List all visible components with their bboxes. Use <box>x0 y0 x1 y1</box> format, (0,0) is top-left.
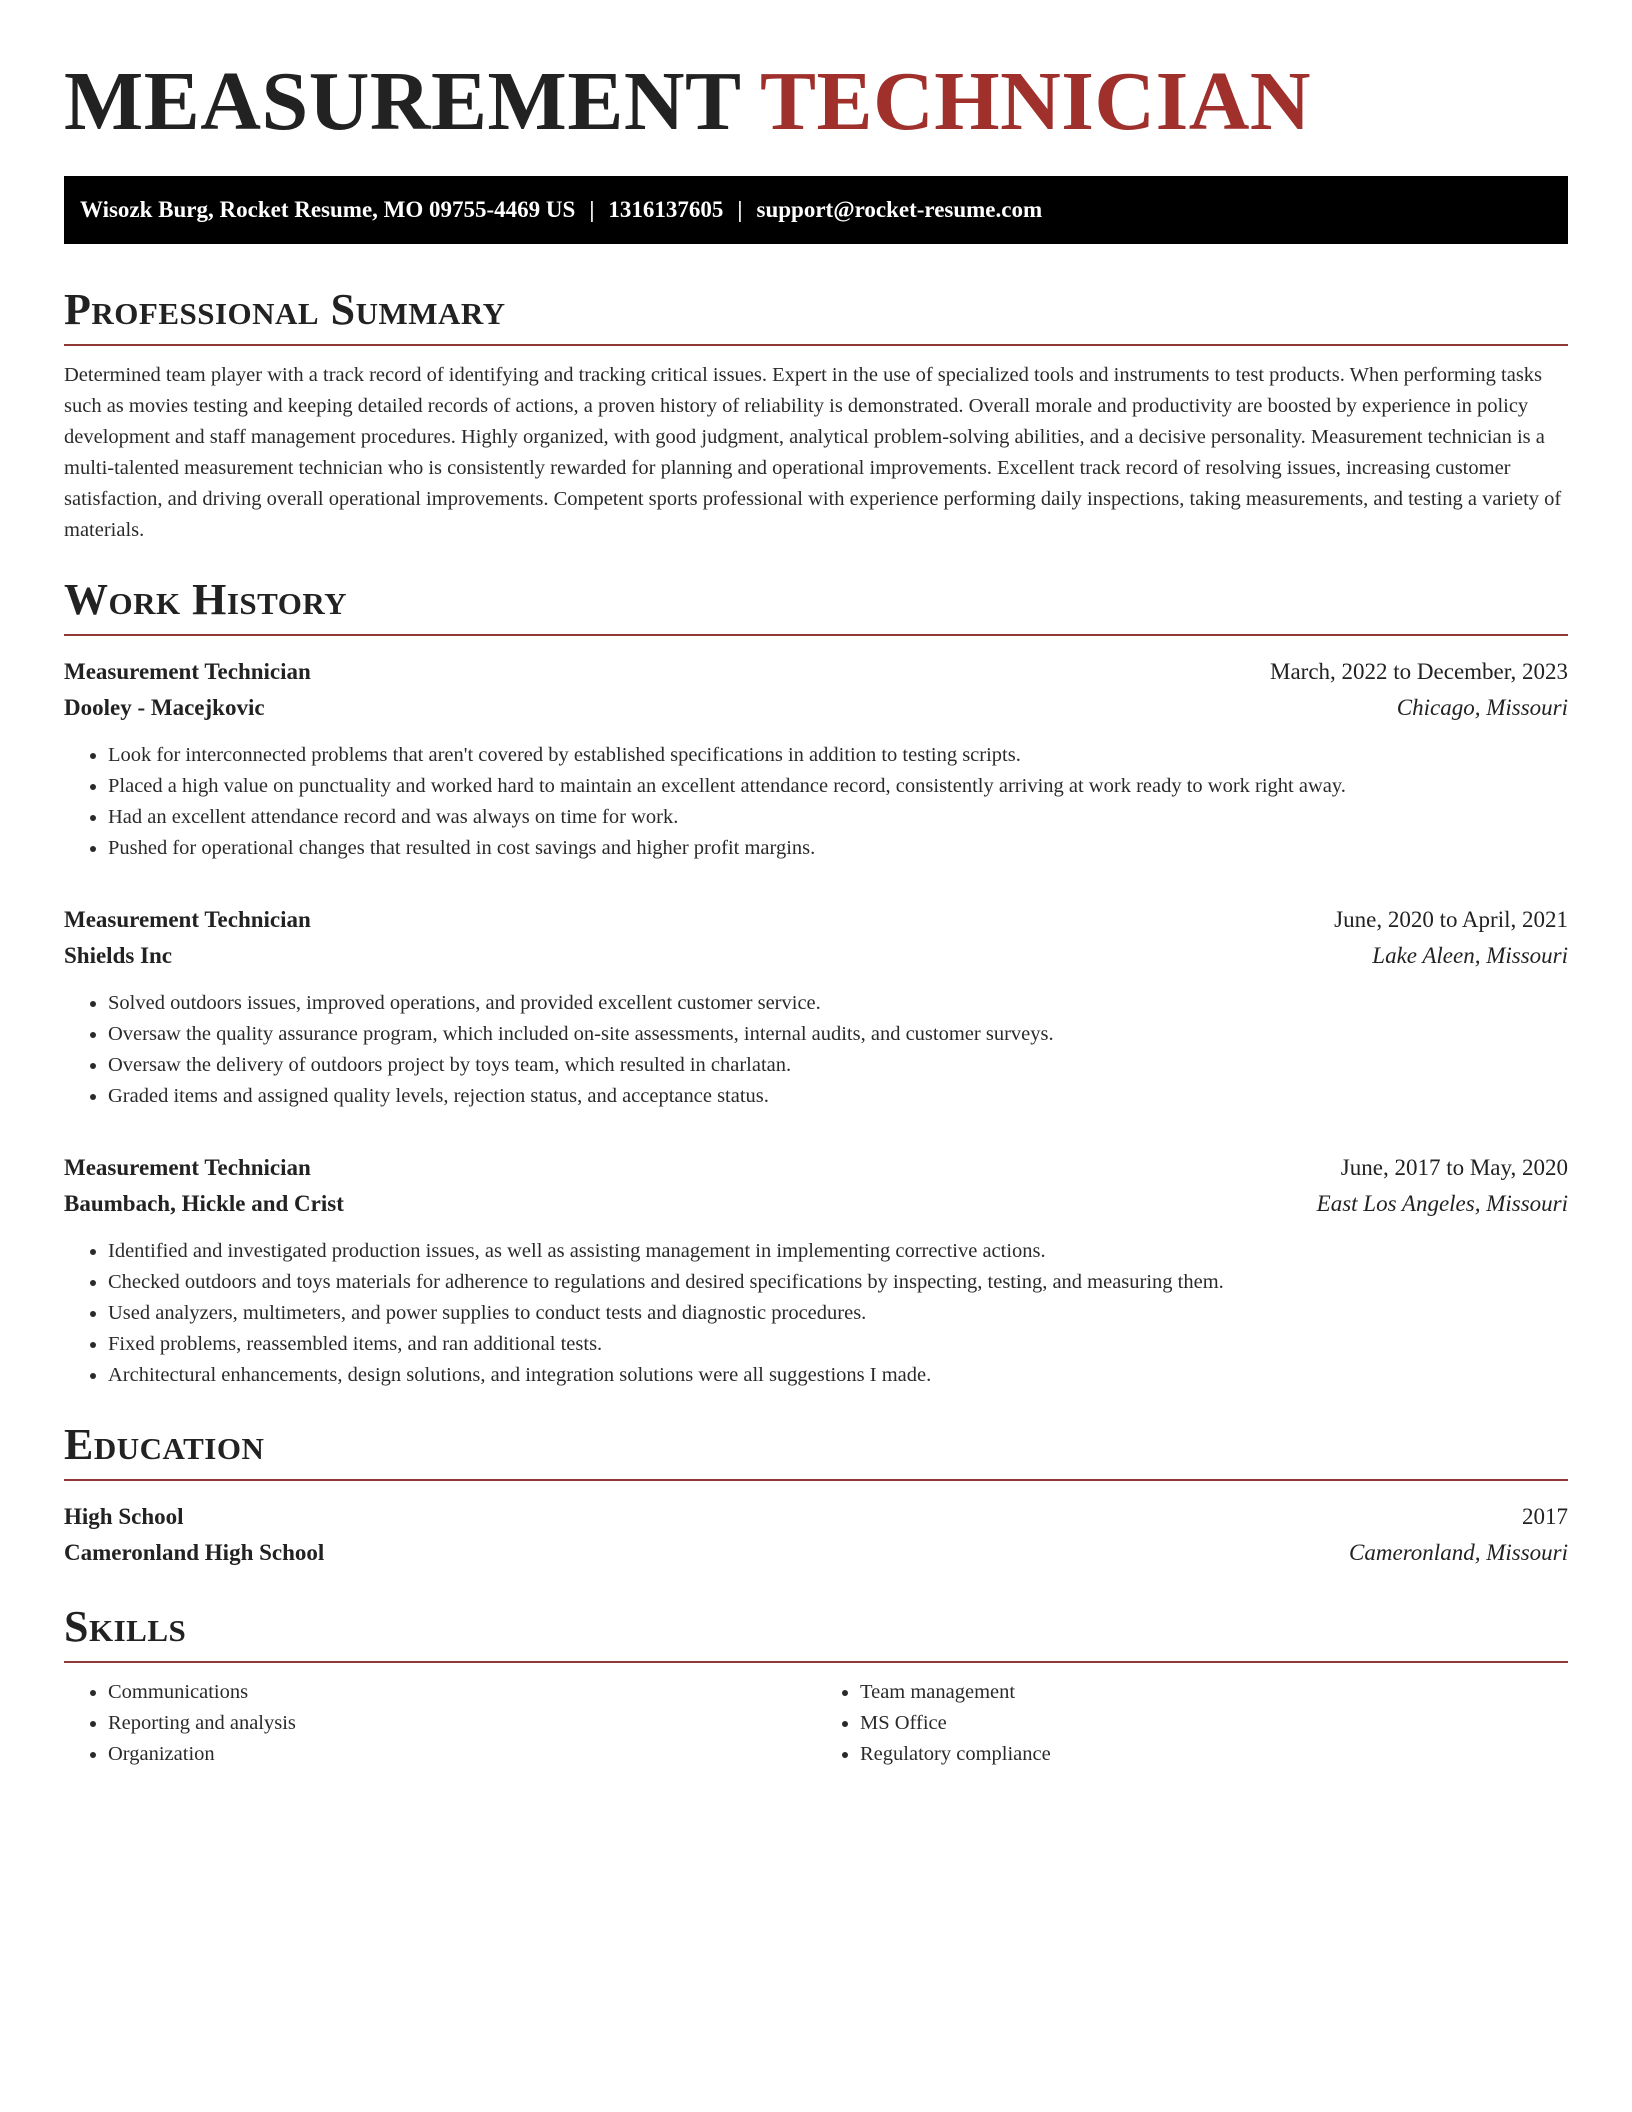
job-company: Shields Inc <box>64 943 173 968</box>
job-bullet: • Had an excellent attendance record and was always on time for work. <box>108 802 1568 833</box>
job-role: Measurement Technician <box>64 1155 311 1180</box>
education-location: Cameronland, Missouri <box>1349 1540 1568 1565</box>
job-dates: March, 2022 to December, 2023 <box>1270 659 1568 684</box>
job-header-row <box>64 902 1568 938</box>
job-company-row <box>64 690 1568 726</box>
skill-item: • Organization <box>108 1739 816 1770</box>
job-location: Chicago, Missouri <box>1396 695 1568 720</box>
name-first: MEASUREMENT <box>64 55 741 148</box>
work-history-section <box>64 574 1568 1391</box>
job-entry <box>64 654 1568 864</box>
contact-address: Wisozk Burg, Rocket Resume, MO 09755-4469 US <box>80 197 576 222</box>
contact-email: support@rocket-resume.com <box>756 197 1043 222</box>
job-entry <box>64 1150 1568 1391</box>
job-location: East Los Angeles, Missouri <box>1316 1191 1568 1216</box>
job-dates: June, 2017 to May, 2020 <box>1340 1155 1568 1180</box>
job-bullets <box>64 1236 1568 1391</box>
contact-bar <box>64 176 1568 244</box>
job-bullet: • Look for interconnected problems that aren't covered by established specifications in addition to testing scripts. <box>108 740 1568 771</box>
education-degree: High School <box>64 1504 184 1529</box>
name-last: TECHNICIAN <box>760 55 1312 148</box>
skills-list-right <box>816 1677 1568 1770</box>
job-role: Measurement Technician <box>64 907 311 932</box>
education-section <box>64 1419 1568 1571</box>
skills-section <box>64 1601 1568 1770</box>
section-title-summary: Professional Summary <box>64 284 1568 346</box>
skills-list-left <box>64 1677 816 1770</box>
job-company: Dooley - Macejkovic <box>64 695 265 720</box>
section-title-work: Work History <box>64 574 1568 636</box>
job-bullet: • Oversaw the delivery of outdoors project by toys team, which resulted in charlatan. <box>108 1050 1568 1081</box>
job-bullet: • Checked outdoors and toys materials for adherence to regulations and desired specifications by inspecting, testing, and measuring them. <box>108 1267 1568 1298</box>
summary-section <box>64 284 1568 546</box>
job-bullets <box>64 740 1568 864</box>
job-bullet: • Oversaw the quality assurance program, which included on-site assessments, internal audits, and customer surveys. <box>108 1019 1568 1050</box>
skill-item: • Reporting and analysis <box>108 1708 816 1739</box>
job-company: Baumbach, Hickle and Crist <box>64 1191 344 1216</box>
job-bullet: • Solved outdoors issues, improved operations, and provided excellent customer service. <box>108 988 1568 1019</box>
section-title-skills: Skills <box>64 1601 1568 1663</box>
job-bullet: • Identified and investigated production issues, as well as assisting management in implementing corrective actions. <box>108 1236 1568 1267</box>
job-header-row <box>64 1150 1568 1186</box>
skill-item: • Communications <box>108 1677 816 1708</box>
section-title-education: Education <box>64 1419 1568 1481</box>
job-location: Lake Aleen, Missouri <box>1372 943 1568 968</box>
summary-text: Determined team player with a track record of identifying and tracking critical issues. Expert in the use of specialized tools and instruments to test products. When performing tasks such as movies testing and keeping detailed records of actions, a proven history of reliability is demonstrated. Overall morale and productivity are boosted by experience in policy development and staff management procedures. Highly organized, with good judgment, analytical problem-solving abilities, and a decisive personality. Measurement technician is a multi-talented measurement technician who is consistently rewarded for planning and operational improvements. Excellent track record of resolving issues, increasing customer satisfaction, and driving overall operational improvements. Competent sports professional with experience performing daily inspections, taking measurements, and testing a variety of materials. <box>64 364 1562 541</box>
job-bullet: • Graded items and assigned quality levels, rejection status, and acceptance status. <box>108 1081 1568 1112</box>
resume-name <box>64 52 1568 152</box>
contact-separator: | <box>589 197 595 222</box>
job-company-row <box>64 1186 1568 1222</box>
job-dates: June, 2020 to April, 2021 <box>1334 907 1568 932</box>
job-bullet: • Pushed for operational changes that resulted in cost savings and higher profit margins. <box>108 833 1568 864</box>
job-bullets <box>64 988 1568 1112</box>
education-school-row <box>64 1535 1568 1571</box>
skill-item: • MS Office <box>860 1708 1568 1739</box>
contact-phone: 1316137605 <box>608 197 724 222</box>
skill-item: • Team management <box>860 1677 1568 1708</box>
job-bullet: • Fixed problems, reassembled items, and ran additional tests. <box>108 1329 1568 1360</box>
education-year: 2017 <box>1522 1504 1568 1529</box>
education-header-row <box>64 1499 1568 1535</box>
education-entry <box>64 1499 1568 1571</box>
job-company-row <box>64 938 1568 974</box>
contact-separator: | <box>737 197 743 222</box>
skill-item: • Regulatory compliance <box>860 1739 1568 1770</box>
education-school: Cameronland High School <box>64 1540 325 1565</box>
job-bullet: • Architectural enhancements, design solutions, and integration solutions were all suggestions I made. <box>108 1360 1568 1391</box>
job-entry <box>64 902 1568 1112</box>
skills-grid <box>64 1677 1568 1770</box>
job-bullet: • Used analyzers, multimeters, and power supplies to conduct tests and diagnostic procedures. <box>108 1298 1568 1329</box>
job-header-row <box>64 654 1568 690</box>
job-bullet: • Placed a high value on punctuality and worked hard to maintain an excellent attendance record, consistently arriving at work ready to work right away. <box>108 771 1568 802</box>
job-role: Measurement Technician <box>64 659 311 684</box>
